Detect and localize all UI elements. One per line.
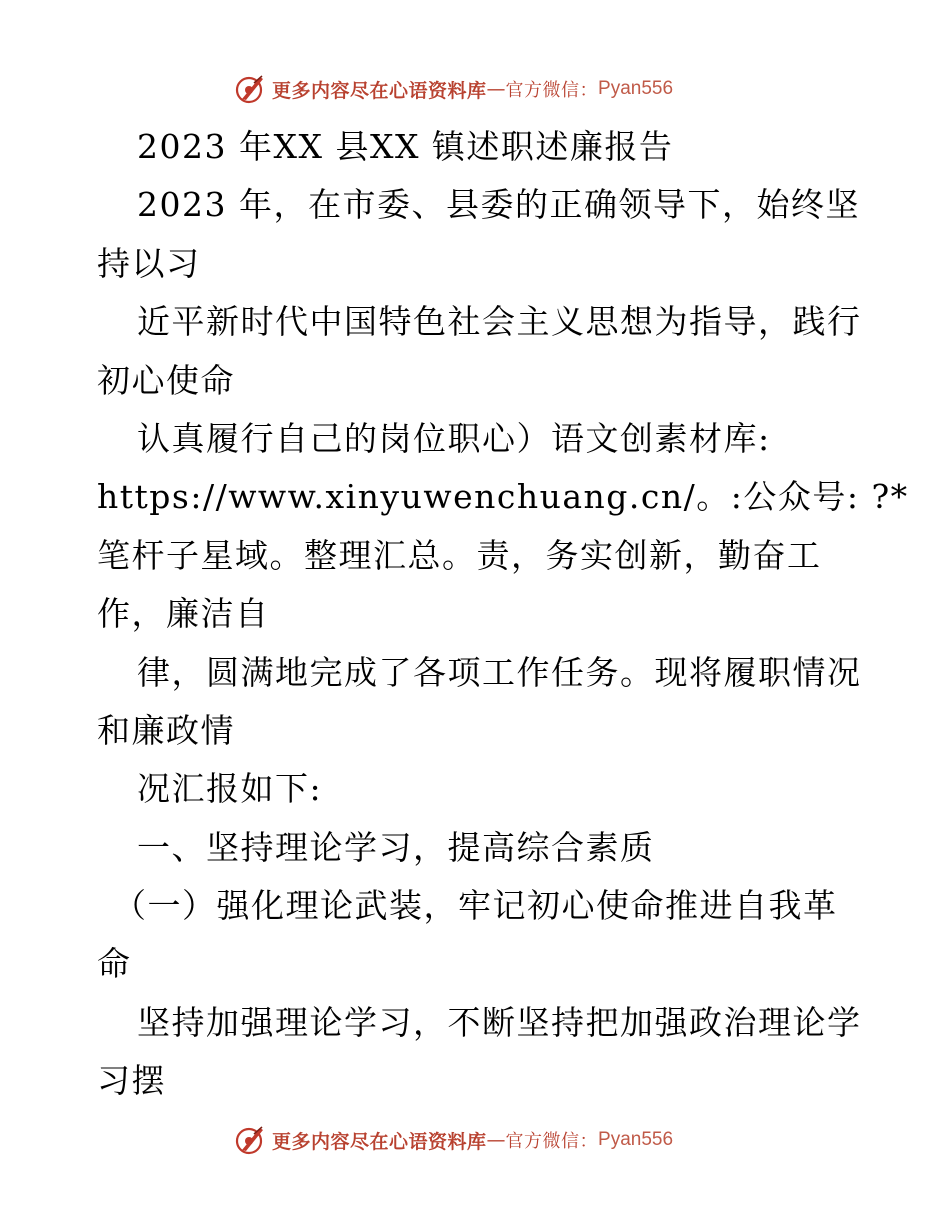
- document-body: [97, 118, 909, 1111]
- paragraph-line: 2023 年，在市委、县委的正确领导下，始终坚: [137, 185, 860, 225]
- banner-dash: —: [486, 1129, 506, 1151]
- paragraph-line: 坚持加强理论学习，不断坚持把加强政治理论学: [137, 1002, 862, 1042]
- paragraph-line: 初心使命: [97, 360, 235, 400]
- banner-dash: —: [486, 78, 506, 100]
- paragraph-line: 律，圆满地完成了各项工作任务。现将履职情况: [137, 652, 862, 692]
- footer-banner: [234, 1123, 673, 1157]
- paragraph-line: 笔杆子星域。整理汇总。责，务实创新，勤奋工: [97, 535, 822, 575]
- paragraph-line: 持以习: [97, 243, 201, 283]
- quill-logo-icon: [234, 1124, 266, 1156]
- banner-promo-text: 更多内容尽在心语资料库: [272, 1130, 487, 1153]
- paragraph-line: 况汇报如下:: [137, 769, 323, 809]
- banner-promo-text: 更多内容尽在心语资料库: [272, 79, 487, 102]
- paragraph-line-url: https://www.xinyuwenchuang.cn/。:公众号: ?*: [97, 477, 909, 517]
- subsection-heading: （一）强化理论武装，牢记初心使命推进自我革: [113, 886, 838, 926]
- banner-wechat-label: 官方微信：: [505, 1131, 599, 1152]
- banner-wechat-label: 官方微信：: [505, 80, 599, 101]
- banner-wechat-id: Pyan556: [598, 78, 674, 99]
- paragraph-line: 习摆: [97, 1061, 166, 1101]
- paragraph-line: 和廉政情: [97, 710, 235, 750]
- paragraph-line: 认真履行自己的岗位职心）语文创素材库:: [137, 418, 771, 458]
- section-heading: 一、坚持理论学习，提高综合素质: [137, 827, 655, 867]
- paragraph-line: 作，廉洁自: [97, 594, 270, 634]
- paragraph-line: 命: [97, 944, 132, 984]
- document-title: 2023 年XX 县XX 镇述职述廉报告: [137, 127, 674, 166]
- header-banner: [234, 72, 673, 106]
- banner-wechat-id: Pyan556: [598, 1129, 674, 1150]
- quill-logo-icon: [234, 73, 266, 105]
- paragraph-line: 近平新时代中国特色社会主义思想为指导，践行: [137, 302, 862, 342]
